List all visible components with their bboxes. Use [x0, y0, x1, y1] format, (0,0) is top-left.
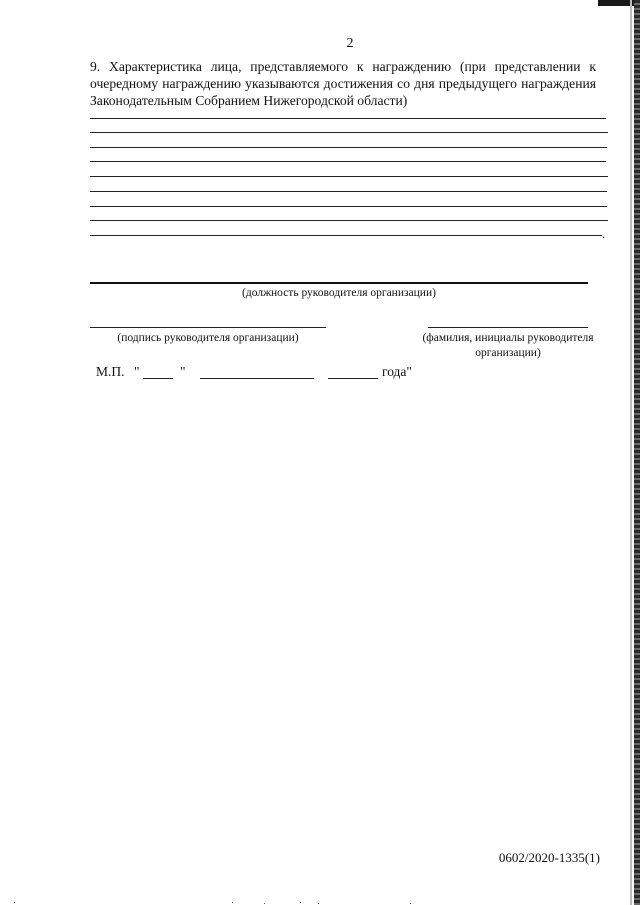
scan-speck: [410, 903, 411, 904]
section-9-text: 9. Характеристика лица, представляемого к награждению (при представлении к очередному награждению указываются достижения со дня предыдущего награждения Законодательным Собранием Нижегородской области): [90, 59, 596, 108]
quote-open: ": [134, 364, 140, 379]
month-blank: [200, 378, 314, 379]
scan-edge-right: [634, 0, 640, 905]
scan-edge-shadow: [630, 0, 632, 905]
day-blank: [143, 378, 173, 379]
position-caption: (должность руководителя организации): [242, 287, 436, 299]
scan-speck: [14, 902, 15, 903]
fill-lines-end-mark: .: [602, 226, 606, 241]
fill-line: [90, 132, 608, 133]
fill-line: [90, 161, 606, 162]
scan-speck: [318, 903, 319, 904]
mp-label: М.П.: [96, 364, 125, 379]
page-number: 2: [346, 36, 354, 51]
fill-line: [90, 176, 608, 177]
name-line: [428, 327, 588, 328]
year-suffix: года": [382, 364, 412, 379]
scan-speck: [300, 902, 301, 903]
fill-line: [90, 118, 606, 119]
name-caption: (фамилия, инициалы руководителя организации): [422, 332, 594, 359]
year-blank: [328, 378, 378, 379]
fill-line: [90, 235, 602, 236]
signature-line: [90, 327, 326, 328]
fill-line: [90, 191, 607, 192]
fill-line: [90, 206, 607, 207]
scan-speck: [264, 903, 265, 904]
fill-line: [90, 147, 607, 148]
position-line: [90, 282, 588, 284]
document-number: 0602/2020-1335(1): [498, 850, 600, 865]
fill-line: [90, 220, 608, 221]
signature-caption: (подпись руководителя организации): [117, 332, 299, 344]
scan-speck: [232, 902, 233, 903]
quote-close: ": [180, 364, 186, 379]
